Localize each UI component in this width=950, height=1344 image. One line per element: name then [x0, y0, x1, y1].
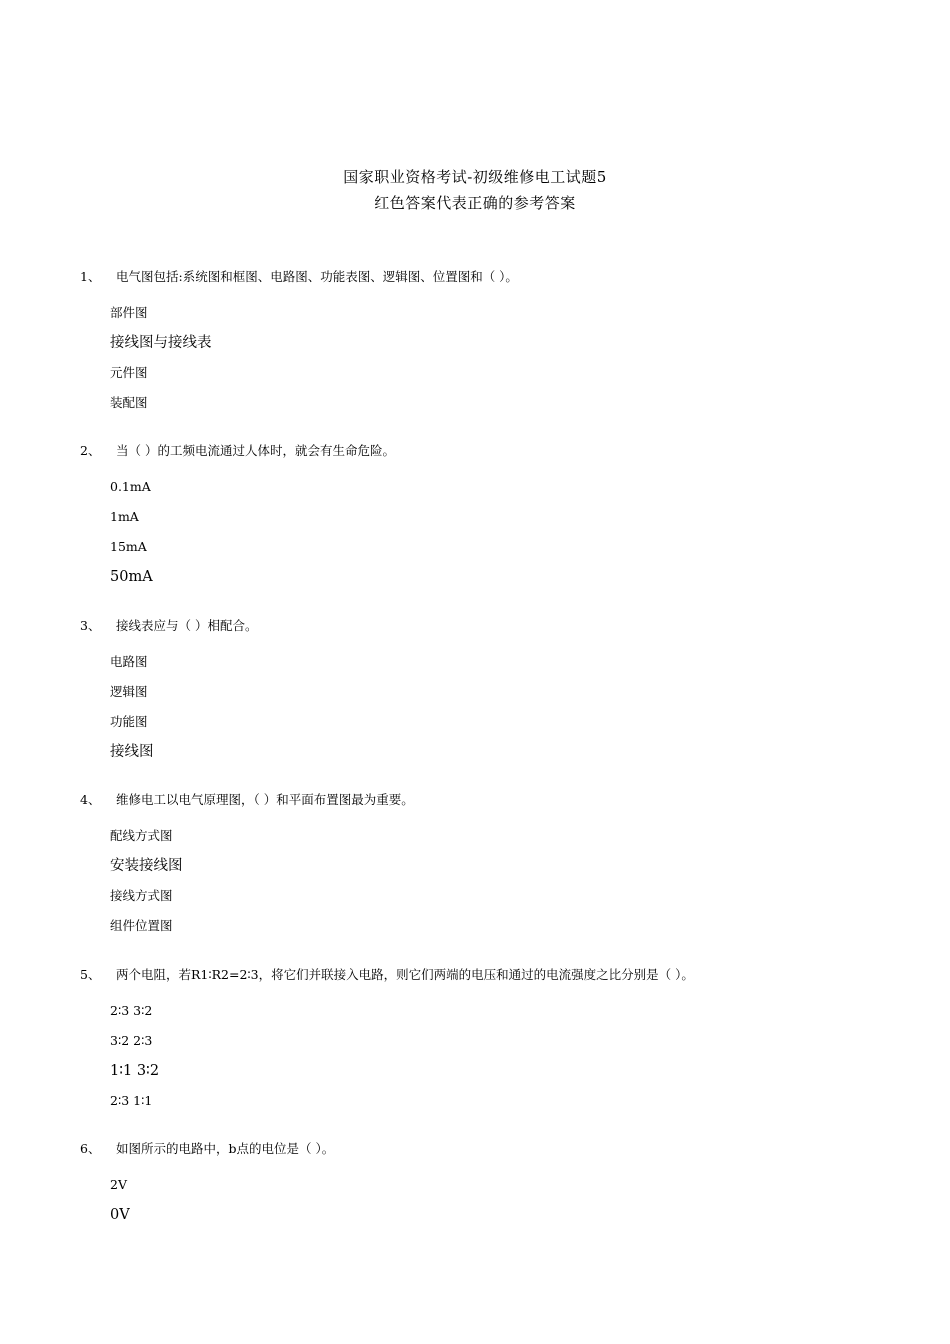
question-stem: [80, 966, 880, 984]
option-c[interactable]: 1∶1 3∶2: [110, 1063, 160, 1079]
question-text: 如图所示的电路中，b点的电位是（ ）。: [116, 1141, 335, 1156]
option-a[interactable]: 配线方式图: [110, 828, 173, 843]
question-number: 5、: [80, 967, 101, 982]
question-3: [80, 617, 880, 767]
option-list: [80, 298, 880, 418]
option-list: [80, 647, 880, 767]
page-subtitle: 红色答案代表正确的参考答案: [374, 194, 576, 212]
option-list: [80, 472, 880, 592]
option-list: [80, 1170, 880, 1230]
question-6: [80, 1140, 880, 1230]
question-text: 两个电阻，若R1∶R2=2∶3，将它们并联接入电路，则它们两端的电压和通过的电流强度之比分别是（ ）。: [116, 967, 694, 982]
option-b[interactable]: 1mA: [110, 509, 139, 524]
option-b[interactable]: 安装接线图: [110, 858, 183, 874]
option-d[interactable]: 2∶3 1∶1: [110, 1093, 153, 1108]
question-number: 4、: [80, 792, 101, 807]
question-2: [80, 442, 880, 592]
option-b[interactable]: 0V: [110, 1207, 130, 1223]
option-b[interactable]: 3∶2 2∶3: [110, 1033, 153, 1048]
option-d[interactable]: 装配图: [110, 395, 148, 410]
option-d[interactable]: 接线图: [110, 744, 154, 760]
option-a[interactable]: 2∶3 3∶2: [110, 1003, 153, 1018]
question-text: 接线表应与（ ）相配合。: [116, 618, 258, 633]
question-stem: [80, 1140, 880, 1158]
question-number: 2、: [80, 443, 101, 458]
question-stem: [80, 268, 880, 286]
question-4: [80, 791, 880, 941]
option-a[interactable]: 电路图: [110, 654, 148, 669]
question-stem: [80, 442, 880, 460]
option-list: [80, 996, 880, 1116]
option-c[interactable]: 接线方式图: [110, 888, 173, 903]
question-stem: [80, 791, 880, 809]
page-title: 国家职业资格考试-初级维修电工试题5: [343, 168, 607, 186]
question-number: 3、: [80, 618, 101, 633]
question-text: 维修电工以电气原理图，（ ）和平面布置图最为重要。: [116, 792, 414, 807]
question-1: [80, 268, 880, 418]
option-b[interactable]: 接线图与接线表: [110, 335, 212, 351]
title-block: [0, 164, 950, 216]
option-d[interactable]: 组件位置图: [110, 918, 173, 933]
question-number: 6、: [80, 1141, 101, 1156]
question-number: 1、: [80, 269, 101, 284]
question-5: [80, 966, 880, 1116]
option-a[interactable]: 2V: [110, 1177, 127, 1192]
question-stem: [80, 617, 880, 635]
option-c[interactable]: 元件图: [110, 365, 148, 380]
question-text: 电气图包括:系统图和框图、电路图、功能表图、逻辑图、位置图和（ ）。: [116, 269, 518, 284]
option-d[interactable]: 50mA: [110, 569, 153, 585]
option-list: [80, 821, 880, 941]
option-c[interactable]: 15mA: [110, 539, 147, 554]
option-a[interactable]: 0.1mA: [110, 479, 151, 494]
option-a[interactable]: 部件图: [110, 305, 148, 320]
option-c[interactable]: 功能图: [110, 714, 148, 729]
option-b[interactable]: 逻辑图: [110, 684, 148, 699]
question-text: 当（ ）的工频电流通过人体时，就会有生命危险。: [116, 443, 395, 458]
